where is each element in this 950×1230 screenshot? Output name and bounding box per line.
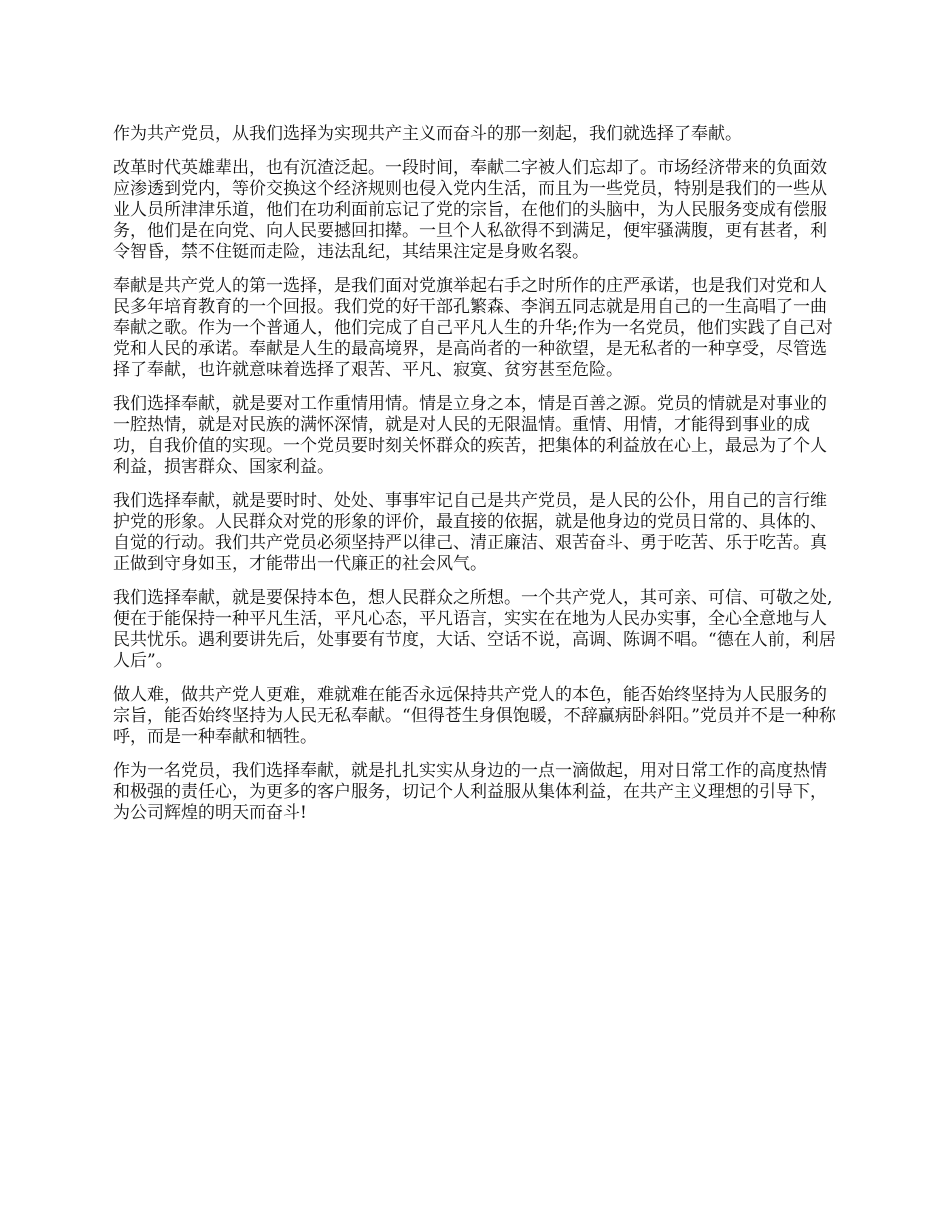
document-body	[113, 124, 840, 837]
paragraph-6: 我们选择奉献，就是要保持本色，想人民群众之所想。一个共产党人，其可亲、可信、可敬之处,便在于能保持一种平凡生活，平凡心态，平凡语言，实实在在地为人民办实事，全心全意地与人民共忧乐。遇利要讲先后，处事要有节度，大话、空话不说，高调、陈调不唱。“德在人前，利居人后”。	[113, 588, 836, 671]
paragraph-8: 作为一名党员，我们选择奉献，就是扎扎实实从身边的一点一滴做起，用对日常工作的高度热情和极强的责任心，为更多的客户服务，切记个人利益服从集体利益，在共产主义理想的引导下，为公司辉煌的明天而奋斗!	[113, 761, 827, 823]
paragraph-5: 我们选择奉献，就是要时时、处处、事事牢记自己是共产党员，是人民的公仆，用自己的言行维护党的形象。人民群众对党的形象的评价，最直接的依据，就是他身边的党员日常的、具体的、自觉的行动。我们共产党员必须坚持严以律己、清正廉洁、艰苦奋斗、勇于吃苦、乐于吃苦。真正做到守身如玉，才能带出一代廉正的社会风气。	[113, 491, 827, 574]
paragraph-2: 改革时代英雄辈出，也有沉渣泛起。一段时间，奉献二字被人们忘却了。市场经济带来的负面效应渗透到党内，等价交换这个经济规则也侵入党内生活，而且为一些党员，特别是我们的一些从业人员所津津乐道，他们在功利面前忘记了党的宗旨，在他们的头脑中，为人民服务变成有偿服务，他们是在向党、向人民要撼回扣撵。一旦个人私欲得不到满足，便牢骚满腹，更有甚者，利令智昏，禁不住铤而走险，违法乱纪，其结果注定是身败名裂。	[113, 158, 827, 262]
paragraph-1: 作为共产党员，从我们选择为实现共产主义而奋斗的那一刻起，我们就选择了奉献。	[113, 124, 742, 144]
paragraph-4: 我们选择奉献，就是要对工作重情用情。情是立身之本，情是百善之源。党员的情就是对事业的一腔热情，就是对民族的满怀深情，就是对人民的无限温情。重情、用情，才能得到事业的成功，自我价值的实现。一个党员要时刻关怀群众的疾苦，把集体的利益放在心上，最忌为了个人利益，损害群众、国家利益。	[113, 394, 827, 477]
paragraph-3: 奉献是共产党人的第一选择，是我们面对党旗举起右手之时所作的庄严承诺，也是我们对党和人民多年培育教育的一个回报。我们党的好干部孔繁森、李润五同志就是用自己的一生高唱了一曲奉献之歌。作为一个普通人，他们完成了自己平凡人生的升华;作为一名党员，他们实践了自己对党和人民的承诺。奉献是人生的最高境界，是高尚者的一种欲望，是无私者的一种享受，尽管选择了奉献，也许就意味着选择了艰苦、平凡、寂寞、贫穷甚至危险。	[113, 276, 833, 380]
paragraph-7: 做人难，做共产党人更难，难就难在能否永远保持共产党人的本色，能否始终坚持为人民服务的宗旨，能否始终坚持为人民无私奉献。“但得苍生身俱饱暖，不辞赢病卧斜阳。”党员并不是一种称呼，而是一种奉献和牺牲。	[113, 685, 836, 747]
